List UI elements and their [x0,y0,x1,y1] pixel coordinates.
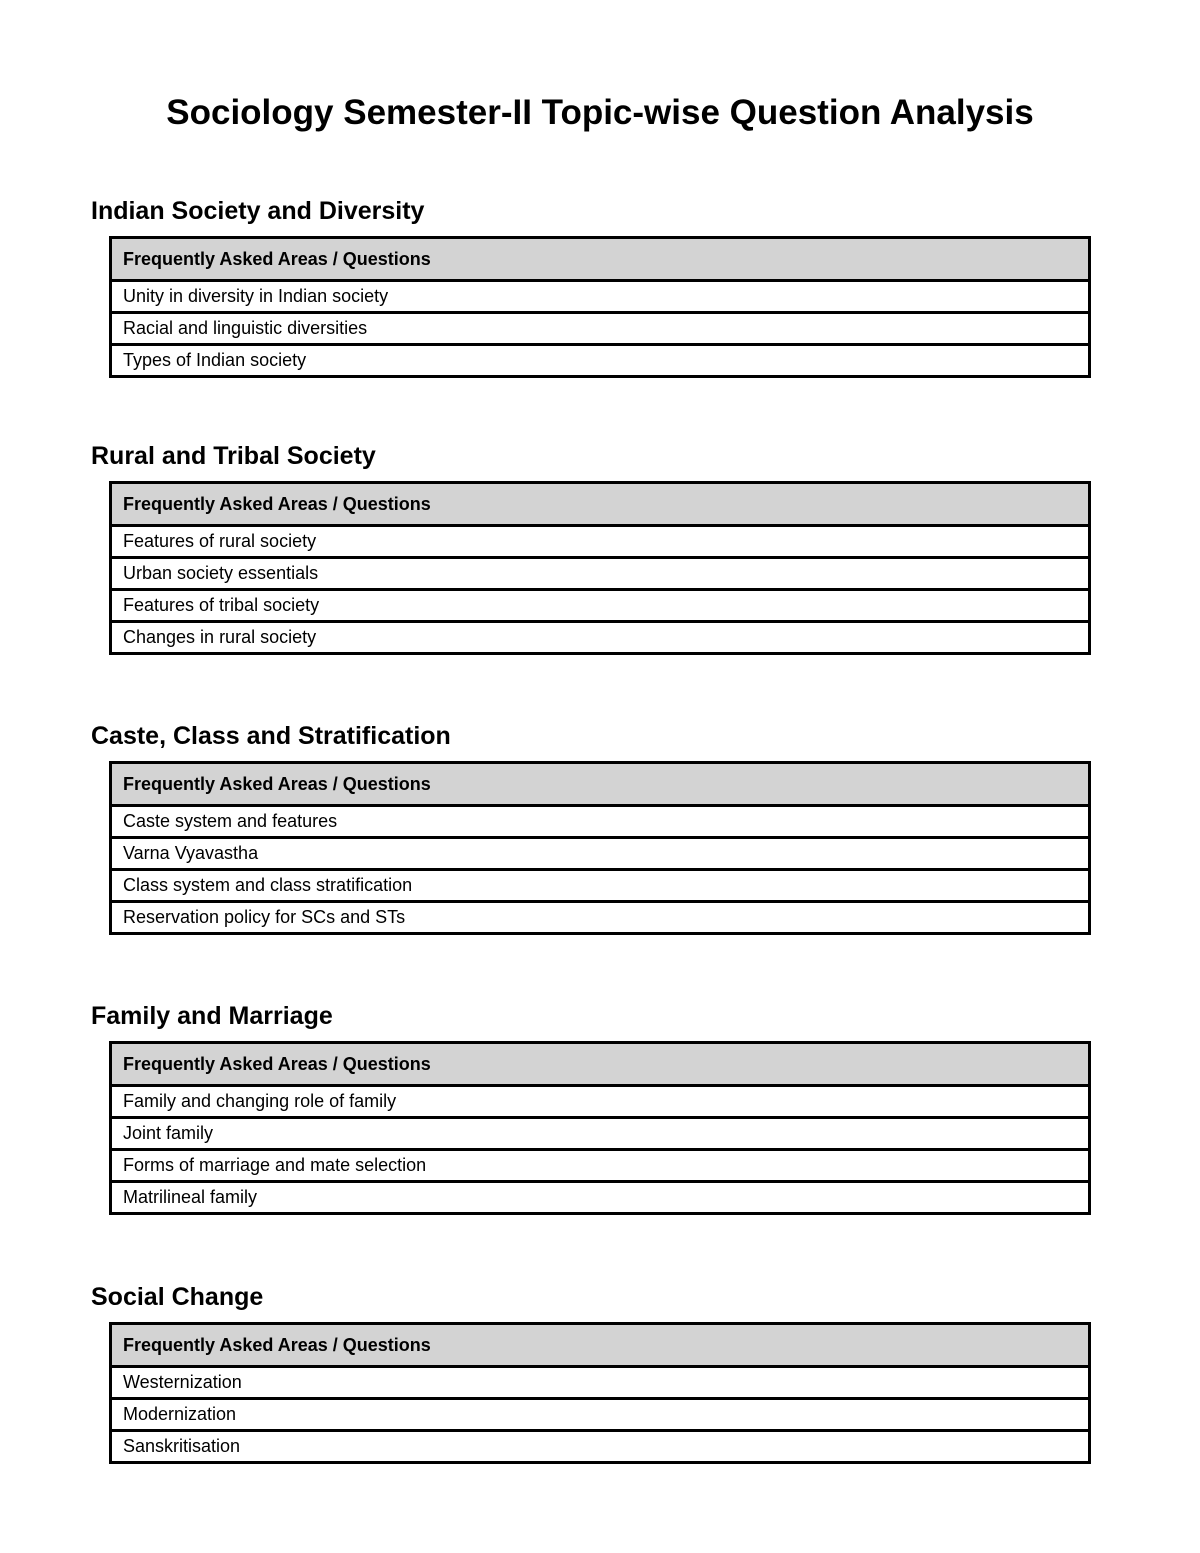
table-row [111,1367,1090,1399]
table-header-cell: Frequently Asked Areas / Questions [111,763,1090,806]
section-heading: Caste, Class and Stratification [91,722,451,750]
table-row [111,313,1090,345]
table-header-row [111,483,1090,526]
section-heading: Family and Marriage [91,1002,333,1030]
table-cell: Modernization [111,1399,1090,1431]
table-header-cell: Frequently Asked Areas / Questions [111,1043,1090,1086]
table-row [111,558,1090,590]
table-cell: Types of Indian society [111,345,1090,377]
table-cell: Reservation policy for SCs and STs [111,902,1090,934]
table-row [111,1399,1090,1431]
table-cell: Westernization [111,1367,1090,1399]
table-cell: Forms of marriage and mate selection [111,1150,1090,1182]
questions-table [109,761,1091,935]
table-cell: Urban society essentials [111,558,1090,590]
table-row [111,590,1090,622]
table-header-row [111,1043,1090,1086]
table-header-row [111,238,1090,281]
table-row [111,1086,1090,1118]
table-row [111,838,1090,870]
table-cell: Class system and class stratification [111,870,1090,902]
questions-table [109,1041,1091,1215]
table-cell: Matrilineal family [111,1182,1090,1214]
table-row [111,526,1090,558]
page-title: Sociology Semester-II Topic-wise Question Analysis [166,93,1034,132]
questions-table [109,481,1091,655]
questions-table [109,1322,1091,1464]
section-heading: Rural and Tribal Society [91,442,376,470]
table-cell: Features of rural society [111,526,1090,558]
table-row [111,281,1090,313]
table-cell: Changes in rural society [111,622,1090,654]
table-cell: Caste system and features [111,806,1090,838]
table-row [111,622,1090,654]
table-cell: Joint family [111,1118,1090,1150]
table-row [111,1118,1090,1150]
table-row [111,902,1090,934]
table-row [111,345,1090,377]
table-row [111,806,1090,838]
table-cell: Varna Vyavastha [111,838,1090,870]
table-row [111,870,1090,902]
table-cell: Unity in diversity in Indian society [111,281,1090,313]
table-header-cell: Frequently Asked Areas / Questions [111,238,1090,281]
table-row [111,1431,1090,1463]
table-header-cell: Frequently Asked Areas / Questions [111,1324,1090,1367]
questions-table [109,236,1091,378]
table-header-row [111,763,1090,806]
table-cell: Features of tribal society [111,590,1090,622]
section-heading: Social Change [91,1283,264,1311]
table-cell: Racial and linguistic diversities [111,313,1090,345]
table-row [111,1150,1090,1182]
table-header-cell: Frequently Asked Areas / Questions [111,483,1090,526]
table-row [111,1182,1090,1214]
table-cell: Family and changing role of family [111,1086,1090,1118]
section-heading: Indian Society and Diversity [91,197,425,225]
table-cell: Sanskritisation [111,1431,1090,1463]
table-header-row [111,1324,1090,1367]
